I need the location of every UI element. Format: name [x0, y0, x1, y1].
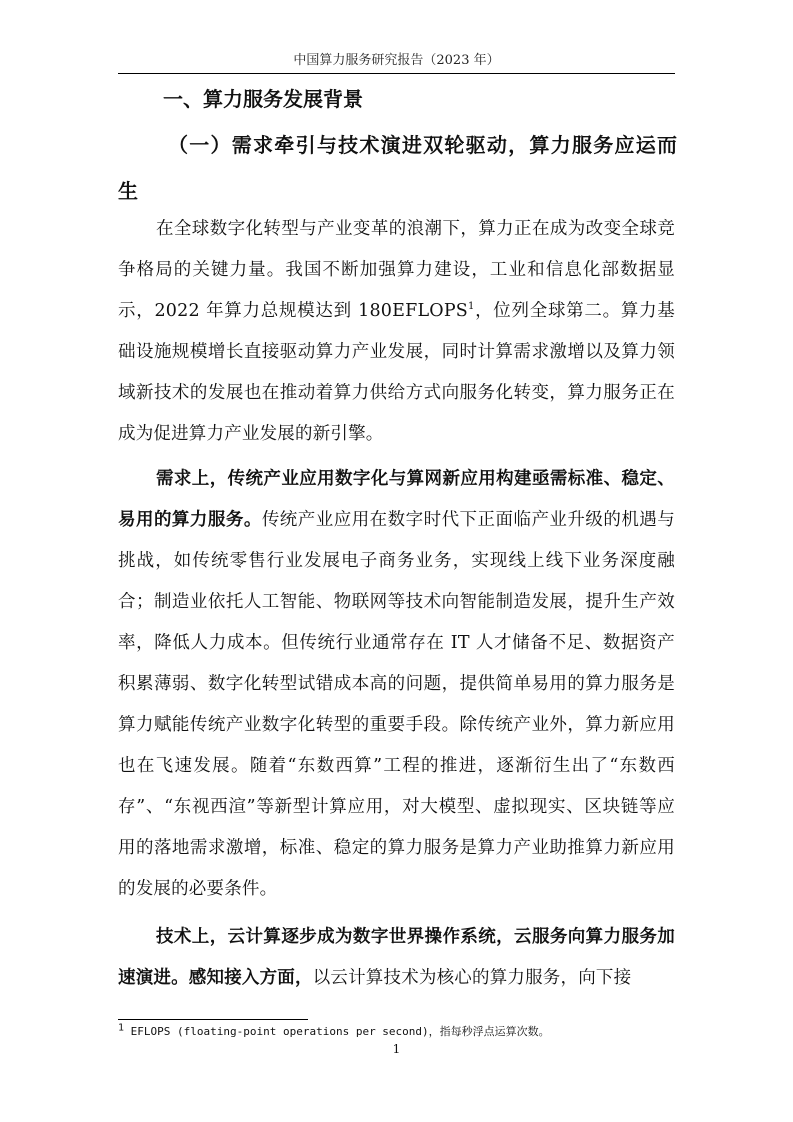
footnote-text: EFLOPS (floating-point operations per second)，指每秒浮点运算次数。 [124, 1025, 550, 1038]
header-rule [118, 73, 675, 74]
section-heading: 一、算力服务发展背景 [163, 87, 363, 111]
paragraph-2-text: 传统产业应用在数字时代下正面临产业升级的机遇与挑战，如传统零售行业发展电子商务业务，实现线上线下业务深度融合；制造业依托人工智能、物联网等技术向智能制造发展，提升生产效率，降低人力成本。但传统行业通常存在 IT 人才储备不足、数据资产积累薄弱、数字化转型试错成本高的问题，提供简单易用的算力服务是算力赋能传统产业数字化转型的重要手段。除传统产业外，算力新应用也在飞速发展。随着“东数西算”工程的推进，逐渐衍生出了“东数西存”、“东视西渲”等新型计算应用，对大模型、虚拟现实、区块链等应用的落地需求激增，标准、稳定的算力服务是算力产业助推算力新应用的发展的必要条件。 [118, 510, 675, 899]
footnote-ref[interactable]: 1 [467, 301, 475, 313]
footnote [118, 1022, 550, 1039]
paragraph-1-text-a: 在全球数字化转型与产业变革的浪潮下，算力正在成为改变全球竞争格局的关键力量。我国不断加强算力建设，工业和信息化部数据显示，2022 年算力总规模达到 180EFLOPS [118, 219, 675, 321]
paragraph-1-text-b: ，位列全球第二。算力基础设施规模增长直接驱动算力产业发展，同时计算需求激增以及算力领域新技术的发展也在推动着算力供给方式向服务化转变，算力服务正在成为促进算力产业发展的新引擎。 [118, 301, 675, 444]
paragraph-2 [118, 459, 675, 910]
subsection-heading: （一）需求牵引与技术演进双轮驱动，算力服务应运而生 [118, 133, 678, 203]
paragraph-1 [118, 209, 675, 455]
footnote-mark: 1 [118, 1022, 125, 1034]
paragraph-3 [118, 917, 675, 999]
paragraph-3-text: 以云计算技术为核心的算力服务，向下接 [312, 968, 632, 988]
paragraph-2-lead: 需求上，传统产业应用数字化与算网新应用构建亟需标准、稳定、易用的算力服务。 [118, 469, 675, 530]
page-number: 1 [392, 1042, 401, 1056]
page-header: 中国算力服务研究报告（2023 年） [293, 53, 500, 68]
paragraph-3-lead: 技术上，云计算逐步成为数字世界操作系统，云服务向算力服务加速演进。感知接入方面， [118, 927, 675, 988]
footnote-rule [118, 1019, 308, 1020]
